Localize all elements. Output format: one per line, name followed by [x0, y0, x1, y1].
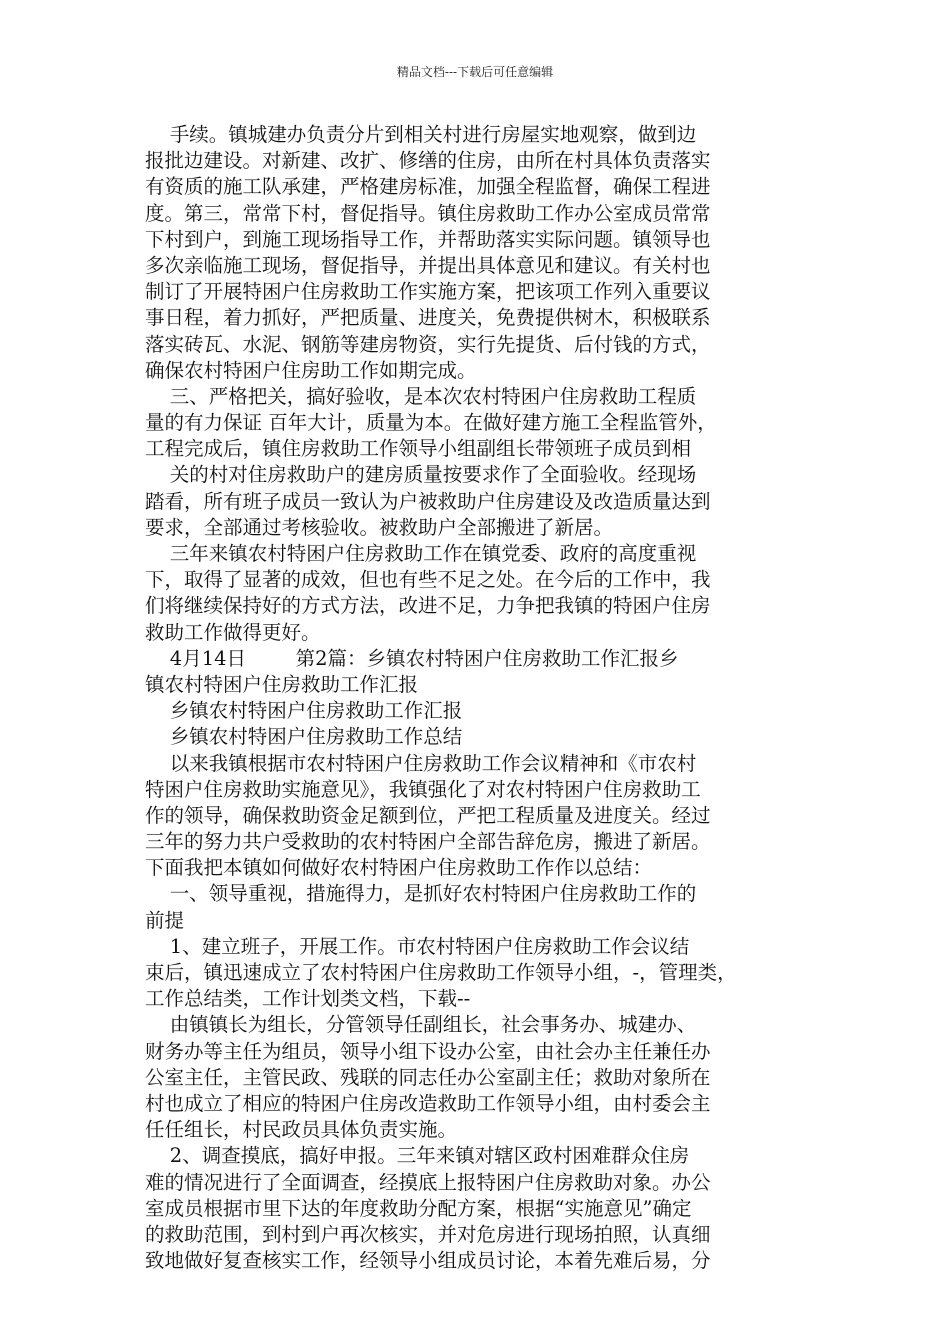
- text-line: 度。第三，常常下村，督促指导。镇住房救助工作办公室成员常常: [145, 201, 711, 225]
- text-line: 事日程，着力抓好，严把质量、进度关，免费提供树木，积极联系: [145, 306, 711, 330]
- text-line: 财务办等主任为组员，领导小组下设办公室，由社会办主任兼任办: [145, 1039, 711, 1063]
- text-line: 致地做好复查核实工作，经领导小组成员讨论，本着先难后易，分: [145, 1249, 711, 1273]
- text-line: 1、建立班子，开展工作。市农村特困户住房救助工作会议结: [145, 934, 690, 958]
- text-line: 公室主任，主管民政、残联的同志任办公室副主任；救助对象所在: [145, 1065, 711, 1089]
- text-line: 由镇镇长为组长，分管领导任副组长，社会事务办、城建办、: [145, 1013, 697, 1037]
- text-line: 镇农村特困户住房救助工作汇报: [145, 672, 419, 696]
- text-line: 以来我镇根据市农村特困户住房救助工作会议精神和《市农村: [145, 751, 697, 775]
- text-line: 确保农村特困户住房助工作如期完成。: [145, 358, 477, 382]
- text-line: 前提: [145, 908, 185, 932]
- text-line: 们将继续保持好的方式方法，改进不足，力争把我镇的特困户住房: [145, 594, 711, 618]
- text-line: 三年来镇农村特困户住房救助工作在镇党委、政府的高度重视: [145, 542, 697, 565]
- document-body: [145, 122, 815, 1274]
- text-line: 任任组长，村民政员具体负责实施。: [145, 1118, 458, 1142]
- text-line: 落实砖瓦、水泥、钢筋等建房物资，实行先提货、后付钱的方式，: [145, 332, 711, 356]
- text-line: 要求，全部通过考核验收。被救助户全部搬进了新居。: [145, 515, 614, 539]
- text-line: 报批边建设。对新建、改扩、修缮的住房，由所在村具体负责落实: [145, 149, 711, 173]
- text-line: 村也成立了相应的特困户住房改造救助工作领导小组，由村委会主: [145, 1091, 711, 1115]
- text-line: 难的情况进行了全面调查，经摸底上报特困户住房救助对象。办公: [145, 1170, 711, 1194]
- text-line: 作的领导，确保救助资金足额到位，严把工程质量及进度关。经过: [145, 803, 711, 827]
- page-header: 精品文档---下载后可任意编辑: [396, 65, 554, 79]
- text-line: 特困户住房救助实施意见》，我镇强化了对农村特困户住房救助工: [145, 777, 701, 801]
- text-line: 三、严格把关，搞好验收，是本次农村特困户住房救助工程质: [145, 384, 697, 408]
- text-line: 踏看，所有班子成员一致认为户被救助户住房建设及改造质量达到: [145, 489, 711, 513]
- text-line: 下，取得了显著的成效，但也有些不足之处。在今后的工作中，我: [145, 568, 711, 592]
- text-line: 救助工作做得更好。: [145, 620, 321, 644]
- text-line: 制订了开展特困户住房救助工作实施方案，把该项工作列入重要议: [145, 280, 711, 304]
- text-line: 2、调查摸底，搞好申报。三年来镇对辖区政村困难群众住房: [145, 1144, 690, 1168]
- text-line: 束后，镇迅速成立了农村特困户住房救助工作领导小组，-，管理类，: [145, 961, 737, 984]
- text-line: 乡镇农村特困户住房救助工作汇报: [145, 699, 463, 723]
- text-line: 工程完成后，镇住房救助工作领导小组副组长带领班子成员到相: [145, 437, 692, 461]
- text-line: 有资质的施工队承建，严格建房标准，加强全程监督，确保工程进: [145, 175, 711, 199]
- text-line: 手续。镇城建办负责分片到相关村进行房屋实地观察，做到边: [145, 123, 697, 146]
- text-line: 关的村对住房救助户的建房质量按要求作了全面验收。经现场: [145, 463, 697, 487]
- text-line: 三年的努力共户受救助的农村特困户全部告辞危房，搬进了新居。: [145, 830, 711, 854]
- text-line: 下面我把本镇如何做好农村特困户住房救助工作作以总结：: [145, 856, 653, 880]
- text-line: 多次亲临施工现场，督促指导，并提出具体意见和建议。有关村也: [145, 253, 711, 277]
- text-line: 下村到户，到施工现场指导工作，并帮助落实实际问题。镇领导也: [145, 227, 711, 251]
- text-line: 工作总结类，工作计划类文档，下载--: [145, 987, 471, 1011]
- text-line: 一、领导重视，措施得力，是抓好农村特困户住房救助工作的: [145, 882, 697, 906]
- text-line: 的救助范围，到村到户再次核实，并对危房进行现场拍照，认真细: [145, 1222, 711, 1246]
- text-line: 乡镇农村特困户住房救助工作总结: [145, 725, 463, 749]
- text-line: 4月14日 第2篇：乡镇农村特困户住房救助工作汇报乡: [145, 646, 679, 670]
- text-line: 室成员根据市里下达的年度救助分配方案，根据“实施意见”确定: [145, 1196, 692, 1220]
- text-line: 量的有力保证 百年大计，质量为本。在做好建方施工全程监管外，: [145, 411, 717, 435]
